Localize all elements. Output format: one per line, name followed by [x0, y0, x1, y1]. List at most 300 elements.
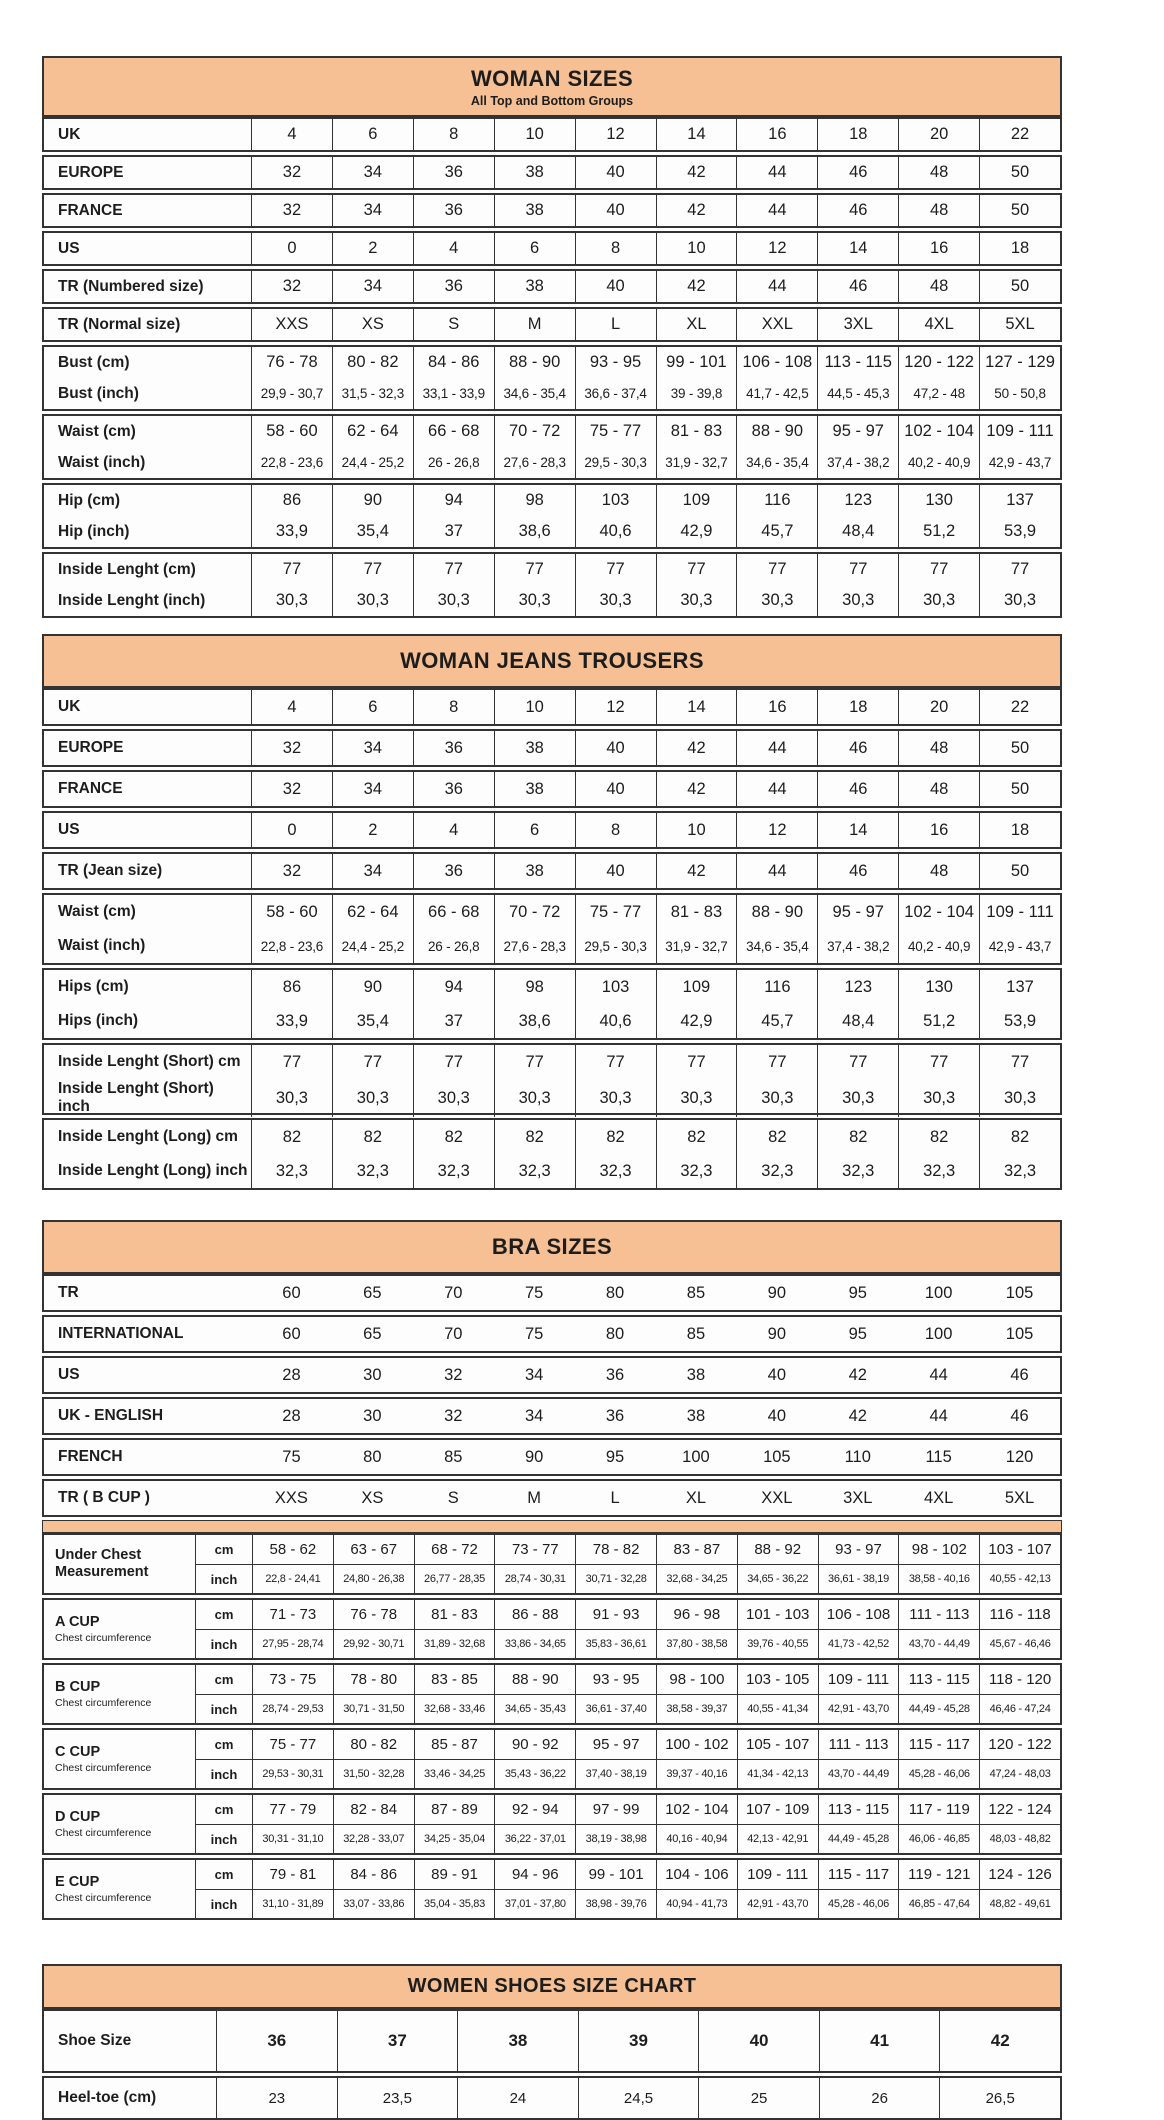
cell-value: 39 - 39,8	[656, 378, 737, 409]
cell-value: 36	[216, 2011, 337, 2071]
row-group	[42, 345, 1062, 411]
table-row	[44, 1154, 1060, 1188]
women-shoes-title: WOMEN SHOES SIZE CHART	[407, 1975, 697, 1997]
cell-value: 38	[457, 2011, 578, 2071]
cell-value: 92 - 94	[494, 1795, 575, 1824]
cell-value: 31,89 - 32,68	[414, 1630, 495, 1658]
table-row	[44, 1045, 1060, 1079]
cell-value: 29,92 - 30,71	[333, 1630, 414, 1658]
cell-value: 10	[494, 690, 575, 724]
cell-value: 47,24 - 48,03	[979, 1760, 1060, 1788]
cell-value: 94	[413, 485, 494, 516]
cell-value: 31,9 - 32,7	[656, 929, 737, 963]
cell-value: 20	[898, 119, 979, 150]
cell-value: 34,25 - 35,04	[414, 1825, 495, 1853]
cell-value: 28	[282, 1406, 301, 1425]
cell-value: 36,22 - 37,01	[494, 1825, 575, 1853]
cell-value: 46	[1010, 1406, 1029, 1425]
cell-value: 62 - 64	[332, 416, 413, 447]
cell-value: 43,70 - 44,49	[818, 1760, 899, 1788]
cell-value: 3XL	[843, 1488, 873, 1507]
cell-value: 84 - 86	[333, 1860, 414, 1889]
row-label: EUROPE	[58, 163, 124, 181]
cell-value: 77	[656, 554, 737, 585]
unit-label: cm	[214, 1867, 234, 1882]
cell-value: 88 - 90	[736, 895, 817, 929]
cell-value: 46	[1010, 1365, 1029, 1384]
cell-value: 77	[898, 554, 979, 585]
measure-label	[44, 1600, 196, 1658]
cell-value: 30,31 - 31,10	[252, 1825, 333, 1853]
row-group	[42, 231, 1062, 266]
cell-value: 30,3	[494, 1079, 575, 1117]
row-label: Inside Lenght (inch)	[58, 591, 206, 609]
cell-value: 42,9 - 43,7	[979, 447, 1060, 478]
measure-label-title: C CUP	[55, 1744, 101, 1761]
cell-value: 130	[898, 970, 979, 1004]
cell-value: 50	[979, 195, 1060, 226]
cell-value: 32,3	[251, 1154, 332, 1188]
unit-label: inch	[210, 1701, 238, 1717]
cell-value: 100	[682, 1447, 710, 1466]
cell-value: 120 - 122	[979, 1730, 1060, 1759]
measure-label-title: D CUP	[55, 1809, 101, 1826]
cell-value: 90	[332, 970, 413, 1004]
cell-value: 104 - 106	[656, 1860, 737, 1889]
cell-value: 30,3	[575, 585, 656, 616]
table-row	[44, 485, 1060, 516]
row-label: Waist (cm)	[58, 422, 136, 440]
cell-value: 77	[494, 554, 575, 585]
cell-value: 6	[332, 690, 413, 724]
bra-sizes-conversion-rows	[42, 1274, 1062, 1517]
row-group	[42, 269, 1062, 304]
cell-value: 62 - 64	[332, 895, 413, 929]
measure-label	[44, 1795, 196, 1853]
table-row	[44, 895, 1060, 929]
cell-value: 91 - 93	[575, 1600, 656, 1629]
cell-value: 16	[898, 233, 979, 264]
measure-group	[42, 1533, 1062, 1595]
cell-value: 116 - 118	[979, 1600, 1060, 1629]
row-group	[42, 811, 1062, 849]
cell-value: 30,3	[332, 1079, 413, 1117]
cell-value: 75	[524, 1324, 544, 1343]
cell-value: 98	[494, 970, 575, 1004]
row-group	[42, 1118, 1062, 1190]
table-row	[44, 516, 1060, 547]
cell-value: M	[527, 1488, 542, 1507]
cell-value: 81 - 83	[656, 895, 737, 929]
cell-value: 46	[817, 772, 898, 806]
table-row	[196, 1600, 1060, 1629]
cell-value: 4	[251, 119, 332, 150]
cell-value: 130	[898, 485, 979, 516]
cell-value: 65	[363, 1283, 382, 1302]
row-group	[42, 968, 1062, 1040]
cell-value: 43,70 - 44,49	[898, 1630, 979, 1658]
cell-value: 14	[817, 813, 898, 847]
table-row	[44, 1399, 1060, 1433]
measure-label	[44, 1535, 196, 1593]
cell-value: 40	[575, 772, 656, 806]
cell-value: 85	[444, 1447, 463, 1466]
cell-value: 48,82 - 49,61	[979, 1890, 1060, 1918]
cell-value: 34	[332, 854, 413, 888]
row-label: Inside Lenght (Long) cm	[58, 1128, 238, 1145]
unit-label: cm	[214, 1607, 234, 1622]
cell-value: 123	[817, 485, 898, 516]
cell-value: 5XL	[1004, 1488, 1035, 1507]
cell-value: 40,16 - 40,94	[656, 1825, 737, 1853]
row-label: Heel-toe (cm)	[58, 2089, 157, 2106]
row-label: TR (Jean size)	[58, 862, 163, 879]
cell-value: 18	[979, 813, 1060, 847]
cell-value: 77	[656, 1045, 737, 1079]
cell-value: M	[494, 309, 575, 340]
cell-value: 40	[575, 731, 656, 765]
row-group	[42, 307, 1062, 342]
woman-sizes-header	[42, 56, 1062, 117]
cell-value: 77	[251, 554, 332, 585]
row-label: TR (Normal size)	[58, 315, 181, 333]
cell-value: 109 - 111	[979, 895, 1060, 929]
row-label: FRANCE	[58, 780, 123, 797]
cell-value: 40	[575, 271, 656, 302]
cell-value: XXL	[761, 1488, 793, 1507]
cell-value: 99 - 101	[575, 1860, 656, 1889]
cell-value: 44	[929, 1365, 948, 1384]
cell-value: 41,7 - 42,5	[736, 378, 817, 409]
cell-value: 42,91 - 43,70	[818, 1695, 899, 1723]
cell-value: 34	[524, 1406, 544, 1425]
table-row	[44, 2078, 1060, 2118]
cell-value: 77	[575, 1045, 656, 1079]
cell-value: 32	[251, 854, 332, 888]
cell-value: 40	[575, 854, 656, 888]
row-label: FRANCE	[58, 201, 123, 219]
cell-value: 30,3	[817, 585, 898, 616]
cell-value: 81 - 83	[414, 1600, 495, 1629]
cell-value: 89 - 91	[414, 1860, 495, 1889]
measure-label-subtitle: Chest circumference	[55, 1826, 152, 1839]
cell-value: 31,10 - 31,89	[252, 1890, 333, 1918]
cell-value: 73 - 75	[252, 1665, 333, 1694]
women-shoes-rows	[42, 2009, 1062, 2120]
cell-value: 116	[736, 485, 817, 516]
table-row	[44, 119, 1060, 150]
cell-value: 45,28 - 46,06	[818, 1890, 899, 1918]
cell-value: 26 - 26,8	[413, 447, 494, 478]
cell-value: 34	[332, 731, 413, 765]
cell-value: 32,68 - 33,46	[414, 1695, 495, 1723]
table-row	[196, 1535, 1060, 1564]
cell-value: 77	[736, 1045, 817, 1079]
cell-value: 14	[817, 233, 898, 264]
cell-value: XL	[685, 1488, 707, 1507]
measure-label-title: E CUP	[55, 1874, 100, 1891]
measure-label-title: Under Chest Measurement	[55, 1547, 149, 1580]
cell-value: 70	[444, 1283, 463, 1302]
row-label: INTERNATIONAL	[58, 1325, 184, 1342]
cell-value: 41	[819, 2011, 940, 2071]
cell-value: 99 - 101	[656, 347, 737, 378]
woman-sizes-rows	[42, 117, 1062, 618]
cell-value: 48	[898, 731, 979, 765]
cell-value: 32,3	[656, 1154, 737, 1188]
cell-value: 80 - 82	[333, 1730, 414, 1759]
row-group	[42, 155, 1062, 190]
cell-value: 0	[251, 813, 332, 847]
cell-value: 115 - 117	[818, 1860, 899, 1889]
cell-value: 77	[736, 554, 817, 585]
cell-value: 137	[979, 485, 1060, 516]
cell-value: 77	[413, 554, 494, 585]
cell-value: 35,4	[332, 516, 413, 547]
table-row	[44, 731, 1060, 765]
table-row	[44, 554, 1060, 585]
cell-value: 0	[251, 233, 332, 264]
cell-value: 93 - 97	[818, 1535, 899, 1564]
cell-value: 32	[251, 271, 332, 302]
cell-value: 30,3	[332, 585, 413, 616]
measure-group	[42, 1728, 1062, 1790]
row-label: TR ( B CUP )	[58, 1489, 150, 1506]
cell-value: 50 - 50,8	[979, 378, 1060, 409]
cell-value: 82	[656, 1120, 737, 1154]
cell-value: 106 - 108	[736, 347, 817, 378]
cell-value: 97 - 99	[575, 1795, 656, 1824]
row-group	[42, 193, 1062, 228]
cell-value: 95	[848, 1324, 867, 1343]
cell-value: 48	[898, 271, 979, 302]
woman-sizes-table	[42, 56, 1062, 618]
cell-value: 94	[413, 970, 494, 1004]
cell-value: 34	[332, 271, 413, 302]
cell-value: 48	[898, 157, 979, 188]
cell-value: 103 - 105	[737, 1665, 818, 1694]
table-row	[196, 1889, 1060, 1918]
table-row	[44, 1358, 1060, 1392]
row-label: TR	[58, 1284, 79, 1301]
cell-value: 23,5	[337, 2078, 458, 2118]
cell-value: XL	[656, 309, 737, 340]
woman-sizes-subtitle: All Top and Bottom Groups	[470, 94, 634, 108]
cell-value: 27,6 - 28,3	[494, 447, 575, 478]
cell-value: 2	[332, 233, 413, 264]
cell-value: 46,06 - 46,85	[898, 1825, 979, 1853]
cell-value: 18	[979, 233, 1060, 264]
row-group	[42, 1043, 1062, 1115]
cell-value: 30,3	[736, 585, 817, 616]
cell-value: 109	[656, 485, 737, 516]
row-label: Waist (cm)	[58, 903, 136, 920]
cell-value: 44,5 - 45,3	[817, 378, 898, 409]
cell-value: 85	[686, 1324, 706, 1343]
cell-value: 33,86 - 34,65	[494, 1630, 575, 1658]
cell-value: 103	[575, 970, 656, 1004]
table-row	[44, 195, 1060, 226]
cell-value: 80	[605, 1324, 625, 1343]
row-label: Hip (cm)	[58, 491, 120, 509]
row-group	[42, 770, 1062, 808]
cell-value: 38	[494, 157, 575, 188]
cell-value: 30,3	[898, 1079, 979, 1117]
measure-label-subtitle: Chest circumference	[55, 1631, 152, 1644]
cell-value: 116	[736, 970, 817, 1004]
cell-value: 42,91 - 43,70	[737, 1890, 818, 1918]
cell-value: 22,8 - 23,6	[251, 447, 332, 478]
cell-value: 4	[413, 813, 494, 847]
cell-value: 82	[251, 1120, 332, 1154]
cell-value: 32,3	[575, 1154, 656, 1188]
cell-value: 8	[575, 233, 656, 264]
measure-group	[42, 1793, 1062, 1855]
cell-value: 102 - 104	[656, 1795, 737, 1824]
cell-value: 36,61 - 38,19	[818, 1565, 899, 1593]
measure-group	[42, 1663, 1062, 1725]
cell-value: 36	[413, 271, 494, 302]
cell-value: 106 - 108	[818, 1600, 899, 1629]
cell-value: 103	[575, 485, 656, 516]
table-row	[44, 813, 1060, 847]
cell-value: 48	[898, 772, 979, 806]
cell-value: 36,6 - 37,4	[575, 378, 656, 409]
cell-value: 86 - 88	[494, 1600, 575, 1629]
cell-value: 30,3	[979, 585, 1060, 616]
cell-value: 32	[444, 1406, 463, 1425]
row-label: UK - ENGLISH	[58, 1407, 164, 1424]
cell-value: 115	[925, 1447, 952, 1466]
cell-value: 50	[979, 157, 1060, 188]
cell-value: 40,2 - 40,9	[898, 447, 979, 478]
cell-value: 44	[736, 731, 817, 765]
cell-value: 76 - 78	[251, 347, 332, 378]
cell-value: 50	[979, 271, 1060, 302]
table-row	[44, 1481, 1060, 1515]
row-group	[42, 1274, 1062, 1312]
measure-label-title: B CUP	[55, 1679, 101, 1696]
cell-value: 10	[494, 119, 575, 150]
row-group	[42, 1397, 1062, 1435]
cell-value: 8	[413, 690, 494, 724]
cell-value: 38,6	[494, 1004, 575, 1038]
row-label: US	[58, 239, 80, 257]
cell-value: 38	[686, 1406, 706, 1425]
cell-value: 105 - 107	[737, 1730, 818, 1759]
cell-value: 79 - 81	[252, 1860, 333, 1889]
cell-value: 82 - 84	[333, 1795, 414, 1824]
cell-value: 46	[817, 157, 898, 188]
measure-label	[44, 1665, 196, 1723]
cell-value: 66 - 68	[413, 895, 494, 929]
table-row	[44, 1317, 1060, 1351]
row-group	[42, 1315, 1062, 1353]
cell-value: 98	[494, 485, 575, 516]
cell-value: 4	[413, 233, 494, 264]
row-label: Bust (cm)	[58, 353, 130, 371]
row-label: Bust (inch)	[58, 384, 139, 402]
table-row	[44, 1440, 1060, 1474]
measure-label-subtitle: Chest circumference	[55, 1696, 152, 1709]
cell-value: 50	[979, 731, 1060, 765]
row-group	[42, 893, 1062, 965]
cell-value: 12	[575, 119, 656, 150]
cell-value: 66 - 68	[413, 416, 494, 447]
cell-value: 30,3	[817, 1079, 898, 1117]
cell-value: 75	[282, 1447, 301, 1466]
cell-value: 82	[898, 1120, 979, 1154]
cell-value: 37,01 - 37,80	[494, 1890, 575, 1918]
measure-group	[42, 1858, 1062, 1920]
cell-value: 46	[817, 854, 898, 888]
cell-value: 100	[924, 1324, 953, 1343]
cell-value: 32	[251, 731, 332, 765]
cell-value: 26,77 - 28,35	[414, 1565, 495, 1593]
cell-value: 105	[763, 1447, 791, 1466]
row-label: Hips (inch)	[58, 1012, 139, 1029]
cell-value: 28,74 - 29,53	[252, 1695, 333, 1723]
row-group	[42, 1479, 1062, 1517]
table-row	[196, 1759, 1060, 1788]
row-label: US	[58, 821, 80, 838]
cell-value: 102 - 104	[898, 895, 979, 929]
cell-value: 38,6	[494, 516, 575, 547]
cell-value: 30,71 - 31,50	[333, 1695, 414, 1723]
cell-value: 32,3	[979, 1154, 1060, 1188]
cell-value: 111 - 113	[818, 1730, 899, 1759]
table-row	[44, 233, 1060, 264]
cell-value: 31,9 - 32,7	[656, 447, 737, 478]
cell-value: 50	[979, 854, 1060, 888]
cell-value: 8	[413, 119, 494, 150]
cell-value: XXS	[274, 1488, 308, 1507]
cell-value: 42	[848, 1365, 867, 1384]
cell-value: 76 - 78	[333, 1600, 414, 1629]
row-label: Waist (inch)	[58, 937, 146, 954]
cell-value: 30,3	[898, 585, 979, 616]
cell-value: 16	[736, 690, 817, 724]
cell-value: 42	[939, 2011, 1060, 2071]
row-label: Inside Lenght (Long) inch	[58, 1162, 248, 1179]
measure-label-subtitle: Chest circumference	[55, 1761, 152, 1774]
cell-value: 32,3	[332, 1154, 413, 1188]
cell-value: 88 - 90	[736, 416, 817, 447]
cell-value: 90	[767, 1324, 787, 1343]
cell-value: 26,5	[939, 2078, 1060, 2118]
cell-value: 84 - 86	[413, 347, 494, 378]
unit-label: cm	[214, 1802, 234, 1817]
cell-value: 93 - 95	[575, 347, 656, 378]
cell-value: 39,76 - 40,55	[737, 1630, 818, 1658]
cell-value: 48	[898, 854, 979, 888]
cell-value: 123	[817, 970, 898, 1004]
measure-label	[44, 1860, 196, 1918]
row-label: TR (Numbered size)	[58, 277, 204, 295]
table-row	[44, 378, 1060, 409]
table-row	[196, 1860, 1060, 1889]
cell-value: 77	[251, 1045, 332, 1079]
cell-value: 37	[413, 516, 494, 547]
cell-value: 75 - 77	[252, 1730, 333, 1759]
cell-value: 38	[494, 195, 575, 226]
cell-value: 77	[575, 554, 656, 585]
cell-value: 24,80 - 26,38	[333, 1565, 414, 1593]
table-row	[196, 1629, 1060, 1658]
table-row	[44, 1079, 1060, 1113]
row-label: Inside Lenght (Short) inch	[58, 1080, 214, 1115]
cell-value: 95	[605, 1447, 625, 1466]
